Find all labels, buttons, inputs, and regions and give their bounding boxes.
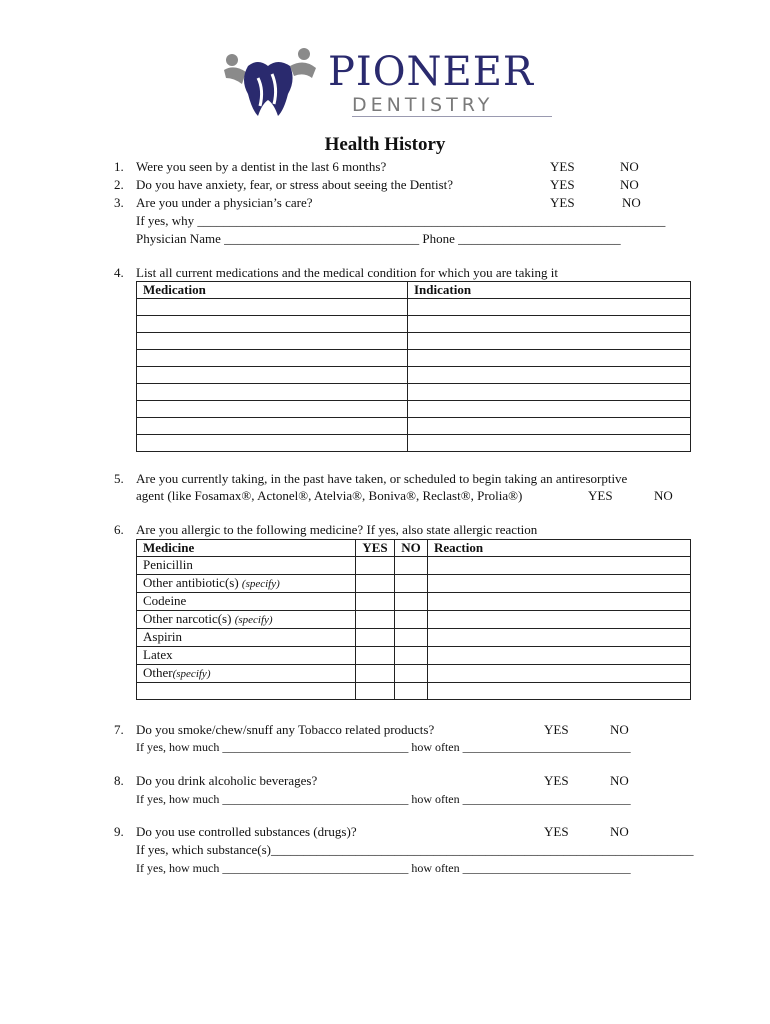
table-row[interactable] bbox=[137, 384, 691, 401]
q7-number: 7. bbox=[114, 722, 124, 737]
q7-detail-field[interactable]: If yes, how much _______________________________ how often ____________________________ bbox=[136, 740, 631, 754]
q5-yes[interactable]: YES bbox=[588, 488, 613, 503]
logo bbox=[220, 44, 560, 120]
logo-subname: DENTISTRY bbox=[352, 94, 494, 116]
allergy-medicine-name: Other narcotic(s) bbox=[143, 611, 235, 626]
q6-number: 6. bbox=[114, 522, 124, 537]
q2-number: 2. bbox=[114, 177, 124, 192]
q8-no[interactable]: NO bbox=[610, 773, 629, 788]
table-row[interactable] bbox=[137, 350, 691, 367]
q1-text: Were you seen by a dentist in the last 6 months? bbox=[136, 159, 387, 174]
specify-note: (specify) bbox=[234, 614, 273, 626]
q9-yes[interactable]: YES bbox=[544, 824, 569, 839]
table-row[interactable] bbox=[137, 435, 691, 452]
allergy-table bbox=[136, 539, 691, 700]
q5-no[interactable]: NO bbox=[654, 488, 673, 503]
q9-text: Do you use controlled substances (drugs)? bbox=[136, 824, 357, 839]
medications-table bbox=[136, 281, 691, 452]
specify-note: (specify) bbox=[241, 578, 280, 590]
table-row[interactable] bbox=[137, 367, 691, 384]
logo-name: PIONEER bbox=[328, 49, 535, 95]
table-row[interactable] bbox=[137, 299, 691, 316]
col-no: NO bbox=[395, 540, 428, 557]
table-row[interactable] bbox=[137, 611, 691, 629]
q3-text: Are you under a physician’s care? bbox=[136, 195, 313, 210]
table-row[interactable] bbox=[137, 683, 691, 700]
q8-detail-field[interactable]: If yes, how much _______________________________ how often ____________________________ bbox=[136, 792, 631, 806]
q1-yes[interactable]: YES bbox=[550, 159, 575, 174]
q5-number: 5. bbox=[114, 471, 124, 486]
q9-which-field[interactable]: If yes, which substance(s)_________________________________________________________________ bbox=[136, 842, 694, 857]
table-row[interactable] bbox=[137, 401, 691, 418]
q3-no[interactable]: NO bbox=[622, 195, 641, 210]
table-row[interactable] bbox=[137, 629, 691, 647]
col-reaction: Reaction bbox=[428, 540, 691, 557]
col-medicine: Medicine bbox=[137, 540, 356, 557]
table-row[interactable] bbox=[137, 593, 691, 611]
q1-no[interactable]: NO bbox=[620, 159, 639, 174]
specify-note: (specify) bbox=[172, 668, 211, 680]
table-row[interactable] bbox=[137, 557, 691, 575]
allergy-medicine-name: Other bbox=[143, 665, 173, 680]
q5-text-line1: Are you currently taking, in the past have taken, or scheduled to begin taking an antiresorptive bbox=[136, 471, 628, 486]
allergy-medicine-name: Penicillin bbox=[143, 557, 193, 572]
page-title: Health History bbox=[324, 134, 446, 155]
tooth-family-icon bbox=[220, 44, 320, 120]
table-row[interactable] bbox=[137, 647, 691, 665]
q3-yes[interactable]: YES bbox=[550, 195, 575, 210]
q3-why-field[interactable]: If yes, why ________________________________________________________________________ bbox=[136, 213, 666, 228]
q6-text: Are you allergic to the following medicine? If yes, also state allergic reaction bbox=[136, 522, 538, 537]
q3-number: 3. bbox=[114, 195, 124, 210]
col-medication: Medication bbox=[137, 282, 408, 299]
q4-text: List all current medications and the medical condition for which you are taking it bbox=[136, 265, 559, 280]
allergy-medicine-name: Other antibiotic(s) bbox=[143, 575, 242, 590]
allergy-medicine-name: Codeine bbox=[143, 593, 187, 608]
q2-yes[interactable]: YES bbox=[550, 177, 575, 192]
q9-number: 9. bbox=[114, 824, 124, 839]
logo-underline bbox=[352, 116, 552, 117]
table-header-row bbox=[137, 282, 691, 299]
q8-yes[interactable]: YES bbox=[544, 773, 569, 788]
allergy-medicine-name: Aspirin bbox=[143, 629, 182, 644]
q8-text: Do you drink alcoholic beverages? bbox=[136, 773, 318, 788]
q4-number: 4. bbox=[114, 265, 124, 280]
q7-yes[interactable]: YES bbox=[544, 722, 569, 737]
table-row[interactable] bbox=[137, 665, 691, 683]
q1-number: 1. bbox=[114, 159, 124, 174]
q5-text-line2: agent (like Fosamax®, Actonel®, Atelvia®, Boniva®, Reclast®, Prolia®) bbox=[136, 488, 523, 503]
table-row[interactable] bbox=[137, 316, 691, 333]
q9-no[interactable]: NO bbox=[610, 824, 629, 839]
q8-number: 8. bbox=[114, 773, 124, 788]
q7-no[interactable]: NO bbox=[610, 722, 629, 737]
col-yes: YES bbox=[356, 540, 395, 557]
q9-detail-field[interactable]: If yes, how much _______________________________ how often ____________________________ bbox=[136, 861, 631, 875]
table-row[interactable] bbox=[137, 333, 691, 350]
q2-no[interactable]: NO bbox=[620, 177, 639, 192]
col-indication: Indication bbox=[408, 282, 691, 299]
q2-text: Do you have anxiety, fear, or stress about seeing the Dentist? bbox=[136, 177, 454, 192]
allergy-medicine-name: Latex bbox=[143, 647, 173, 662]
table-header-row bbox=[137, 540, 691, 557]
table-row[interactable] bbox=[137, 575, 691, 593]
q3-physician-field[interactable]: Physician Name ______________________________ Phone _________________________ bbox=[136, 231, 621, 246]
table-row[interactable] bbox=[137, 418, 691, 435]
q7-text: Do you smoke/chew/snuff any Tobacco related products? bbox=[136, 722, 435, 737]
